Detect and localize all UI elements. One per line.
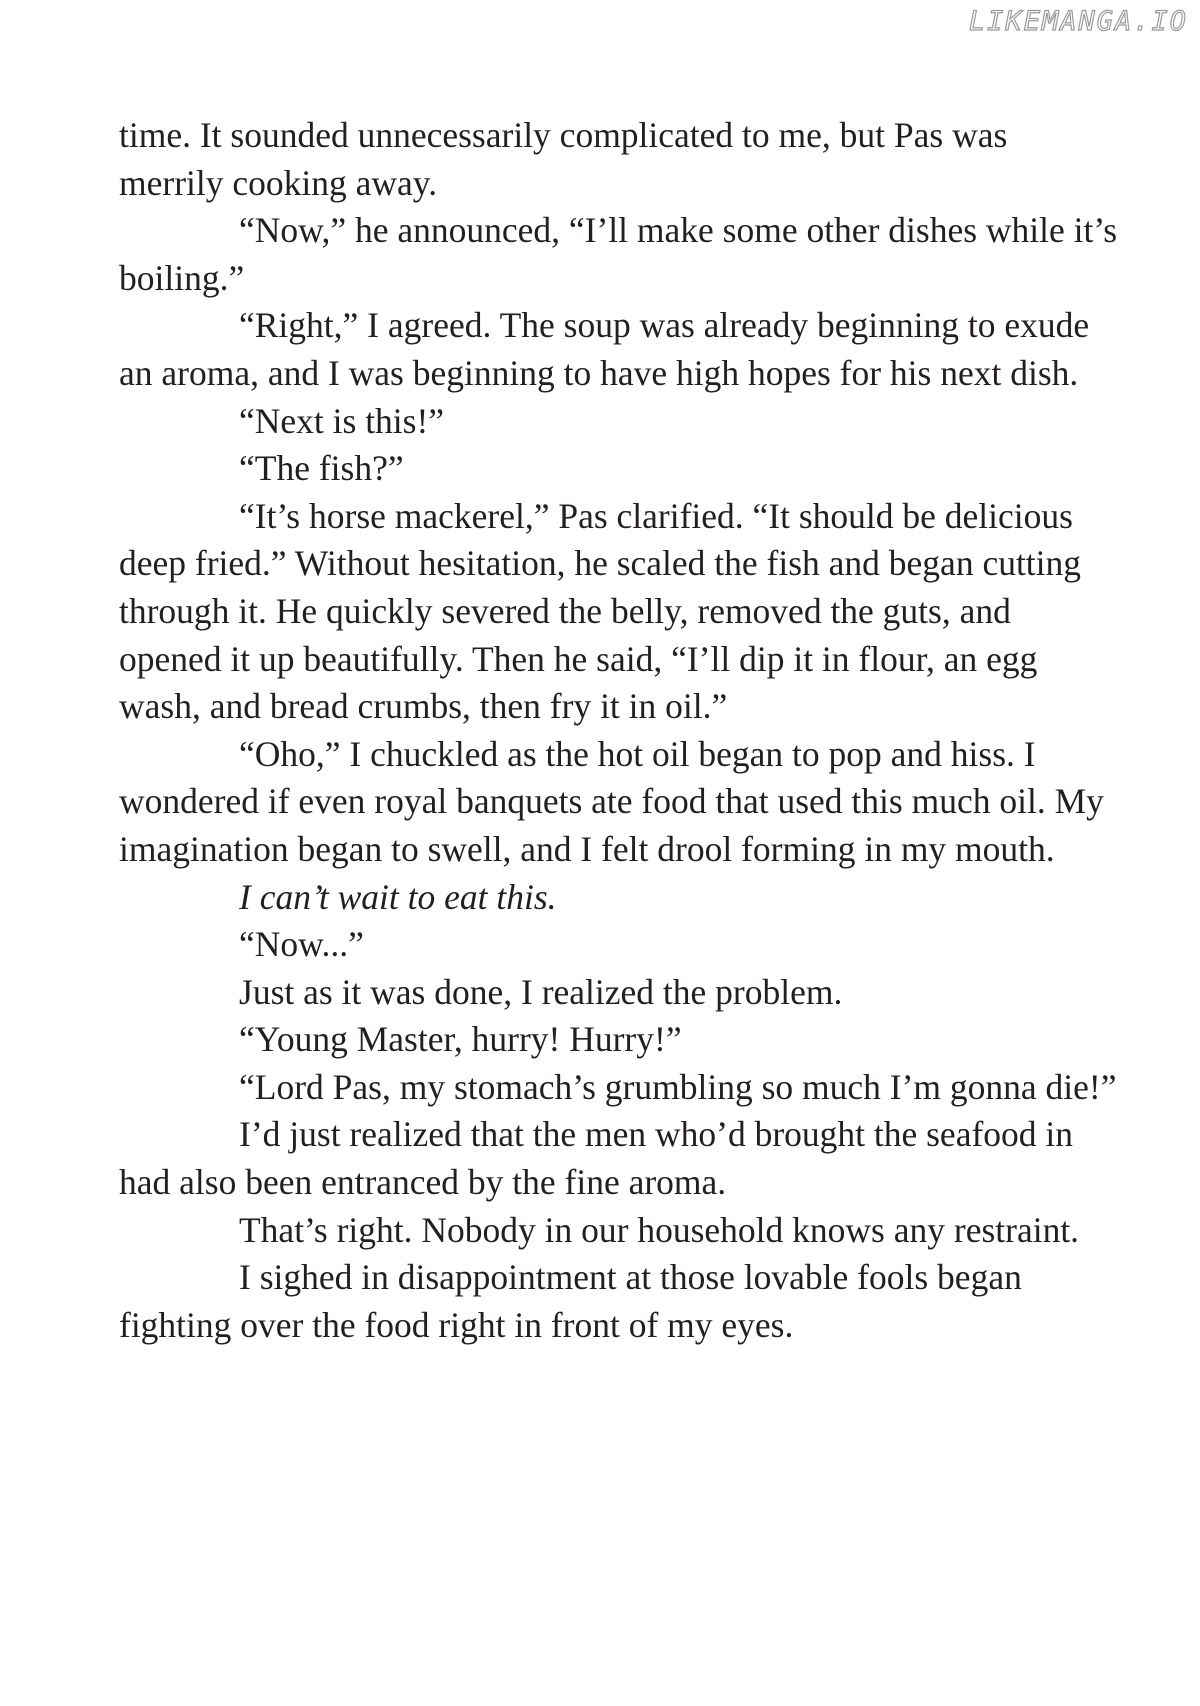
paragraph-2: “Now,” he announced, “I’ll make some other dishes while it’s boiling.” <box>119 210 1118 298</box>
paragraph-11: “Young Master, hurry! Hurry!” <box>239 1019 682 1060</box>
paragraph-15: I sighed in disappointment at those lovable fools began fighting over the food right in front of my eyes. <box>119 1257 1022 1345</box>
paragraph-8-thought: I can’t wait to eat this. <box>239 876 557 917</box>
paragraph-12: “Lord Pas, my stomach’s grumbling so much I’m gonna die!” <box>239 1066 1117 1107</box>
paragraph-7: “Oho,” I chuckled as the hot oil began to pop and hiss. I wondered if even royal banquets ate food that used this much oil. My imagination began to swell, and I felt drool forming in my mouth. <box>119 733 1104 869</box>
paragraph-4: “Next is this!” <box>239 400 445 441</box>
paragraph-9: “Now...” <box>239 924 364 965</box>
text-page <box>119 112 1119 1349</box>
paragraph-6: “It’s horse mackerel,” Pas clarified. “It should be delicious deep fried.” Without hesitation, he scaled the fish and began cutting through it. He quickly severed the belly, removed the guts, and opened it up beautifully. Then he said, “I’ll dip it in flour, an egg wash, and bread crumbs, then fry it in oil.” <box>119 495 1082 727</box>
paragraph-13: I’d just realized that the men who’d brought the seafood in had also been entranced by the fine aroma. <box>119 1114 1074 1203</box>
site-watermark: LIKEMANGA.IO <box>968 6 1188 37</box>
paragraph-10: Just as it was done, I realized the problem. <box>239 971 843 1012</box>
paragraph-14: That’s right. Nobody in our household knows any restraint. <box>239 1209 1080 1250</box>
paragraph-5: “The fish?” <box>239 448 404 489</box>
paragraph-1: time. It sounded unnecessarily complicated to me, but Pas was merrily cooking away. <box>119 115 1008 203</box>
paragraph-3: “Right,” I agreed. The soup was already beginning to exude an aroma, and I was beginning to have high hopes for his next dish. <box>119 305 1090 393</box>
